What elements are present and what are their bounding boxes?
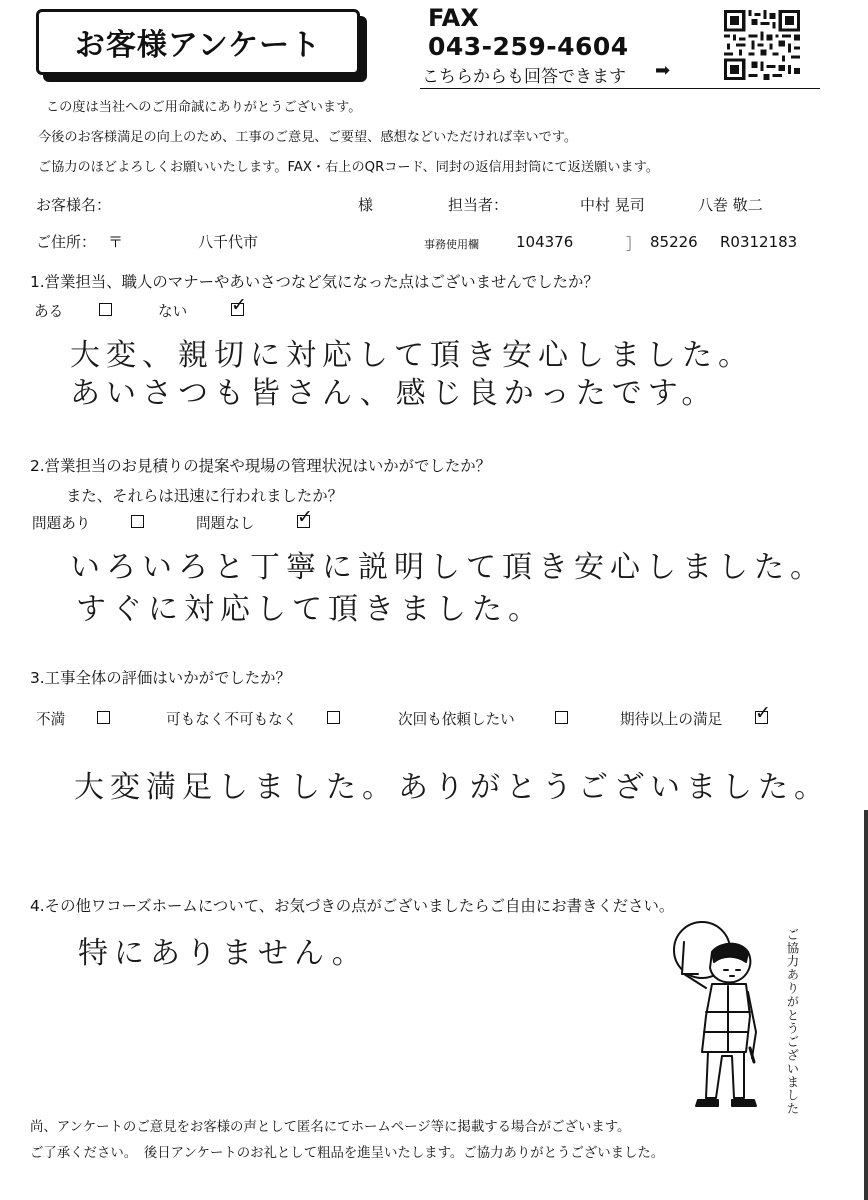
q3-option-unsatisfied: 不満 bbox=[36, 711, 66, 728]
q3-option-exceeded: 期待以上の満足 bbox=[620, 711, 723, 728]
q4-answer: 特にありません。 bbox=[78, 936, 368, 971]
question-4: 4.その他ワコーズホームについて、お気づきの点がございましたらご自由にお書きください。 bbox=[30, 897, 675, 915]
survey-title: お客様アンケート bbox=[74, 28, 322, 63]
honorific: 様 bbox=[358, 196, 374, 214]
staff-label: 担当者： bbox=[448, 196, 509, 214]
q1-option-no: ない bbox=[158, 303, 188, 320]
q3-checkbox-neutral[interactable] bbox=[327, 711, 340, 724]
office-code-bracket: ］ bbox=[626, 235, 642, 253]
q2-checkbox-problem[interactable] bbox=[131, 515, 144, 528]
scan-edge-divider bbox=[864, 810, 868, 1200]
q3-checkbox-repeat[interactable] bbox=[555, 711, 568, 724]
checkmark-icon: ✓ bbox=[231, 294, 247, 316]
arrow-right-icon: ➡ bbox=[655, 60, 671, 81]
qr-note: こちらからも回答できます bbox=[422, 67, 626, 87]
office-use-label: 事務使用欄 bbox=[424, 238, 479, 251]
q1-answer-line-2: あいさつも皆さん、感じ良かったです。 bbox=[70, 376, 718, 411]
staff-name-2: 八巻 敬二 bbox=[698, 196, 763, 214]
question-3: 3.工事全体の評価はいかがでしたか？ bbox=[30, 669, 291, 687]
header-underline bbox=[420, 88, 820, 89]
office-code-3: R0312183 bbox=[720, 233, 798, 251]
q1-option-yes: ある bbox=[34, 303, 64, 320]
illustration-caption: ご協力ありがとうございました bbox=[785, 928, 800, 1116]
intro-line-1: この度は当社へのご用命誠にありがとうございます。 bbox=[46, 100, 362, 115]
q3-checkbox-unsatisfied[interactable] bbox=[97, 711, 110, 724]
q2-answer-line-1: いろいろと丁寧に説明して頂き安心しました。 bbox=[70, 550, 826, 585]
q2-option-problem: 問題あり bbox=[32, 515, 91, 532]
customer-name-label: お客様名： bbox=[36, 196, 112, 214]
q1-answer-line-1: 大変、親切に対応して頂き安心しました。 bbox=[70, 338, 754, 373]
footer-line-1: 尚、アンケートのご意見をお客様の声として匿名にてホームページ等に掲載する場合がございます。 bbox=[30, 1120, 631, 1135]
question-2-sub: また、それらは迅速に行われましたか？ bbox=[66, 487, 344, 505]
intro-line-2: 今後のお客様満足の向上のため、工事のご意見、ご要望、感想などいただければ幸いです。 bbox=[38, 130, 578, 145]
office-code-1: 104376 bbox=[516, 233, 574, 251]
intro-line-3: ご協力のほどよろしくお願いいたします。FAX・右上のQRコード、同封の返信用封筒にて返送願います。 bbox=[38, 160, 659, 175]
question-1: 1.営業担当、職人のマナーやあいさつなど気になった点はございませんでしたか？ bbox=[30, 273, 599, 291]
survey-title-box bbox=[36, 9, 360, 75]
staff-name-1: 中村 晃司 bbox=[580, 196, 645, 214]
checkmark-icon: ✓ bbox=[755, 702, 771, 724]
qr-code-icon[interactable] bbox=[724, 10, 800, 80]
office-code-2: 85226 bbox=[650, 233, 698, 251]
footer-line-2: ご了承ください。 後日アンケートのお礼として粗品を進呈いたします。ご協力ありがとうございました。 bbox=[30, 1146, 665, 1161]
fax-number: 043-259-4604 bbox=[428, 32, 629, 61]
q2-option-no-problem: 問題なし bbox=[196, 515, 255, 532]
address-label: ご住所： bbox=[36, 233, 97, 251]
q3-option-repeat: 次回も依頼したい bbox=[398, 711, 515, 728]
bowing-worker-icon bbox=[660, 912, 772, 1112]
address-city: 八千代市 bbox=[198, 233, 259, 251]
postal-mark: 〒 bbox=[108, 233, 124, 251]
question-2: 2.営業担当のお見積りの提案や現場の管理状況はいかがでしたか？ bbox=[30, 457, 492, 475]
q3-option-neutral: 可もなく不可もなく bbox=[166, 711, 298, 728]
q3-answer: 大変満足しました。ありがとうございました。 bbox=[74, 770, 830, 805]
q1-checkbox-yes[interactable] bbox=[99, 303, 112, 316]
q2-answer-line-2: すぐに対応して頂きました。 bbox=[76, 592, 544, 627]
checkmark-icon: ✓ bbox=[297, 506, 313, 528]
fax-label: FAX bbox=[428, 4, 479, 32]
